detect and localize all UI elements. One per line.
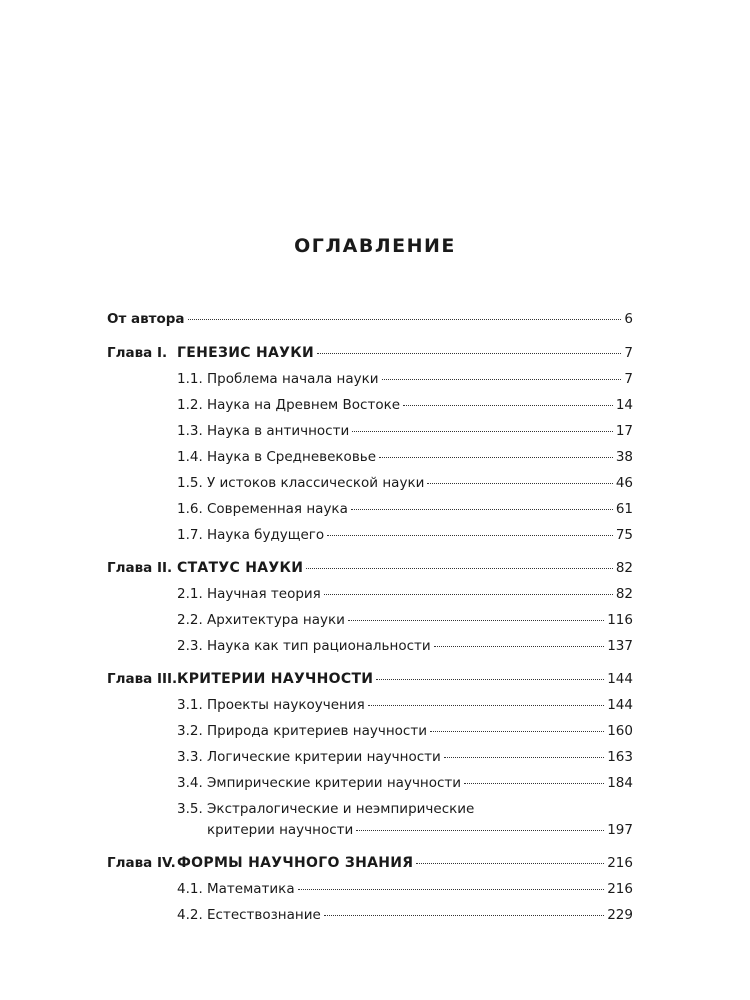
- section-page: 46: [615, 475, 633, 491]
- leader-dots: [306, 568, 613, 569]
- section-title: Научная теория: [207, 586, 321, 602]
- section-title: Наука в Средневековье: [207, 449, 377, 465]
- section-number: 1.3.: [177, 423, 203, 439]
- chapter-page: 7: [624, 345, 633, 361]
- leader-dots: [298, 889, 605, 890]
- toc-section[interactable]: [177, 582, 633, 606]
- toc-section[interactable]: [177, 523, 633, 547]
- toc-section[interactable]: [177, 471, 633, 495]
- section-title: У истоков классической науки: [207, 475, 425, 491]
- section-page: 229: [607, 907, 633, 923]
- chapter-number: Глава IV.: [107, 855, 176, 871]
- leader-dots: [427, 483, 612, 484]
- section-number: 1.6.: [177, 501, 203, 517]
- section-number: 4.1.: [177, 881, 203, 897]
- section-page: 184: [607, 775, 633, 791]
- section-page: 7: [624, 371, 633, 387]
- toc-section[interactable]: [177, 745, 633, 769]
- leader-dots: [188, 319, 622, 320]
- section-page: 137: [607, 638, 633, 654]
- section-number: 3.2.: [177, 723, 203, 739]
- section-title: Наука будущего: [207, 527, 325, 543]
- section-number: 1.4.: [177, 449, 203, 465]
- section-page: 17: [615, 423, 633, 439]
- section-title: Архитектура науки: [207, 612, 345, 628]
- chapter-page: 82: [615, 560, 633, 576]
- leader-dots: [348, 620, 604, 621]
- toc-section[interactable]: [177, 693, 633, 717]
- section-title: Проблема начала науки: [207, 371, 379, 387]
- leader-dots: [352, 431, 613, 432]
- toc-chapter-2[interactable]: [107, 556, 633, 580]
- section-page: 160: [607, 723, 633, 739]
- section-title: Наука на Древнем Востоке: [207, 397, 401, 413]
- entry-title: От автора: [107, 311, 185, 327]
- section-page: 82: [615, 586, 633, 602]
- toc-section[interactable]: [177, 393, 633, 417]
- section-title: Современная наука: [207, 501, 348, 517]
- section-number: 3.3.: [177, 749, 203, 765]
- leader-dots: [317, 353, 621, 354]
- section-title: Естествознание: [207, 907, 321, 923]
- section-number: 1.2.: [177, 397, 203, 413]
- section-number: 1.7.: [177, 527, 203, 543]
- chapter-title: КРИТЕРИИ НАУЧНОСТИ: [177, 671, 374, 687]
- section-page: 38: [615, 449, 633, 465]
- section-page: 75: [615, 527, 633, 543]
- section-title: Природа критериев научности: [207, 723, 427, 739]
- chapter-number: Глава II.: [107, 560, 173, 576]
- toc-chapter-1[interactable]: [107, 341, 633, 365]
- section-page: 61: [615, 501, 633, 517]
- section-number: 2.3.: [177, 638, 203, 654]
- section-number: 1.1.: [177, 371, 203, 387]
- leader-dots: [464, 783, 604, 784]
- leader-dots: [324, 915, 604, 916]
- section-title: Проекты наукоучения: [207, 697, 365, 713]
- toc-section[interactable]: [177, 608, 633, 632]
- leader-dots: [356, 830, 604, 831]
- section-page: 116: [607, 612, 633, 628]
- page-title: ОГЛАВЛЕНИЕ: [294, 235, 456, 257]
- leader-dots: [434, 646, 605, 647]
- entry-page: 6: [624, 311, 633, 327]
- section-title: Эмпирические критерии научности: [207, 775, 462, 791]
- toc-section[interactable]: [177, 497, 633, 521]
- section-number: 2.2.: [177, 612, 203, 628]
- leader-dots: [351, 509, 613, 510]
- chapter-page: 216: [607, 855, 633, 871]
- section-title-line1: Экстралогические и неэмпирические: [207, 801, 475, 817]
- section-title: Логические критерии научности: [207, 749, 441, 765]
- toc-section[interactable]: [177, 903, 633, 927]
- toc-section[interactable]: [177, 419, 633, 443]
- section-title: критерии научности: [207, 822, 354, 838]
- leader-dots: [430, 731, 604, 732]
- section-title: Математика: [207, 881, 295, 897]
- chapter-number: Глава III.: [107, 671, 178, 687]
- leader-dots: [368, 705, 604, 706]
- section-title: Наука как тип рациональности: [207, 638, 431, 654]
- section-number: 4.2.: [177, 907, 203, 923]
- leader-dots: [403, 405, 613, 406]
- chapter-title: ФОРМЫ НАУЧНОГО ЗНАНИЯ: [177, 855, 414, 871]
- chapter-number: Глава I.: [107, 345, 168, 361]
- leader-dots: [324, 594, 613, 595]
- section-page: 197: [607, 822, 633, 838]
- section-page: 216: [607, 881, 633, 897]
- leader-dots: [379, 457, 613, 458]
- leader-dots: [444, 757, 604, 758]
- toc-section[interactable]: [207, 818, 633, 842]
- toc-section[interactable]: [177, 634, 633, 658]
- section-number: 3.4.: [177, 775, 203, 791]
- toc-section[interactable]: [177, 771, 633, 795]
- toc-section[interactable]: [177, 719, 633, 743]
- leader-dots: [416, 863, 604, 864]
- chapter-title: СТАТУС НАУКИ: [177, 560, 304, 576]
- toc-chapter-3[interactable]: [107, 667, 633, 691]
- toc-entry-author-note[interactable]: [107, 307, 633, 331]
- section-page: 14: [615, 397, 633, 413]
- section-number: 1.5.: [177, 475, 203, 491]
- section-title: Наука в античности: [207, 423, 350, 439]
- section-number: 3.1.: [177, 697, 203, 713]
- section-page: 163: [607, 749, 633, 765]
- chapter-title: ГЕНЕЗИС НАУКИ: [177, 345, 314, 361]
- toc-section[interactable]: [177, 445, 633, 469]
- leader-dots: [327, 535, 613, 536]
- chapter-page: 144: [607, 671, 633, 687]
- section-number: 3.5.: [177, 801, 203, 817]
- toc-section[interactable]: [177, 877, 633, 901]
- leader-dots: [382, 379, 622, 380]
- toc-chapter-4[interactable]: [107, 851, 633, 875]
- section-number: 2.1.: [177, 586, 203, 602]
- toc-section[interactable]: [177, 367, 633, 391]
- leader-dots: [376, 679, 604, 680]
- section-page: 144: [607, 697, 633, 713]
